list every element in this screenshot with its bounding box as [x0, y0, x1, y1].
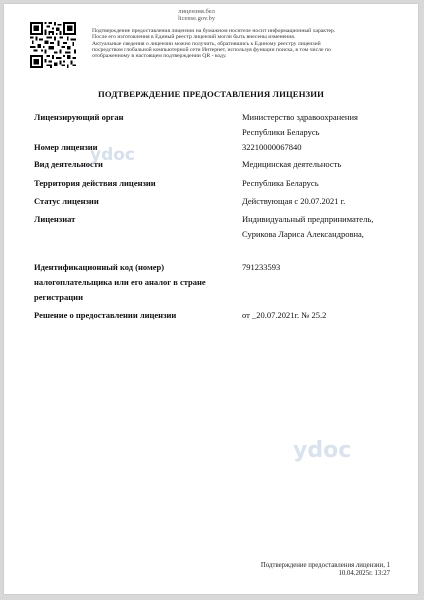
- site-name-latin: license.gov.by: [178, 15, 216, 22]
- row-label: Лицензиат: [34, 214, 76, 224]
- row-label: Статус лицензии: [34, 196, 99, 206]
- row-value: Медицинская деятельность: [242, 159, 342, 169]
- site-header: [178, 8, 215, 22]
- row-value: Республика Беларусь: [242, 178, 319, 188]
- row-value: Действующая с 20.07.2021 г.: [242, 196, 346, 206]
- row-value: Индивидуальный предприниматель, Сурикова Лариса Александровна,: [242, 214, 374, 239]
- footer-timestamp: 10.04.2025г. 13:27: [338, 570, 390, 577]
- site-name-cyrillic: лицензия.бел: [178, 8, 215, 15]
- notice-line: посредством глобальной компьютерной сети Интернет, используя функции поиска, в том числе по: [92, 46, 331, 53]
- document-title: ПОДТВЕРЖДЕНИЕ ПРЕДОСТАВЛЕНИЯ ЛИЦЕНЗИИ: [98, 89, 324, 99]
- row-label: Вид деятельности: [34, 159, 103, 169]
- notice-line: После его изготовления в Единый реестр лицензий могли быть внесены изменения.: [92, 34, 296, 41]
- watermark-logo: ydoc: [293, 438, 352, 463]
- page-footer: [261, 562, 390, 578]
- row-label: Лицензирующий орган: [34, 112, 124, 122]
- notice-line: Подтверждение предоставления лицензии на бумажном носителе носит информационный характер.: [92, 28, 336, 34]
- row-label: Территория действия лицензии: [34, 178, 156, 188]
- qr-code-image: [30, 22, 76, 68]
- notice-line: отображенному в настоящем подтверждении QR - коду.: [92, 53, 227, 60]
- document-page: [4, 4, 418, 594]
- watermark-logo: ydoc: [90, 145, 136, 165]
- row-value: 32210000067840: [242, 142, 302, 152]
- notice-line: Актуальные сведения о лицензии можно получить, обратившись к Единому реестру лицензий: [92, 40, 321, 47]
- row-label: Решение о предоставлении лицензии: [34, 310, 177, 320]
- row-label: Номер лицензии: [34, 142, 98, 152]
- footer-document-page: Подтверждение предоставления лицензии, 1: [260, 562, 390, 569]
- row-value: Министерство здравоохранения Республики Беларусь: [242, 112, 358, 137]
- row-label: Идентификационный код (номер) налогоплательщика или его аналог в стране регистрации: [34, 262, 206, 302]
- row-value: 791233593: [242, 262, 281, 272]
- info-notice: [92, 28, 410, 59]
- row-value: от _20.07.2021г. № 25.2: [242, 310, 327, 320]
